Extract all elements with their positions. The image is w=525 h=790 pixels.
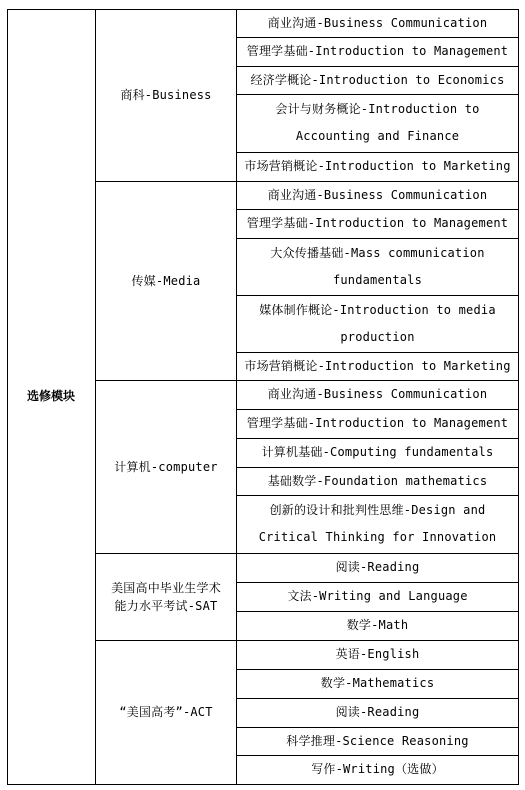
category-label (96, 181, 236, 380)
course-name-line: 写作-Writing（选做） (311, 762, 444, 776)
course-cell (237, 438, 518, 467)
course-cell (237, 352, 518, 380)
category-label (96, 9, 236, 181)
course-name-line: 媒体制作概论-Introduction to media (259, 302, 496, 317)
course-cell (237, 640, 518, 669)
category-label-line: 计算机-computer (114, 459, 218, 474)
course-cell (237, 37, 518, 66)
grid-line-horizontal (7, 784, 519, 785)
course-name-line: 市场营销概论-Introduction to Marketing (244, 159, 511, 173)
course-name-line: 经济学概论-Introduction to Economics (250, 72, 505, 87)
course-name-line: 商业沟通-Business Communication (267, 387, 488, 401)
category-label (96, 553, 236, 640)
course-name-line: 商业沟通-Business Communication (267, 15, 488, 30)
course-name-line: Accounting and Finance (295, 129, 460, 143)
course-cell (237, 94, 518, 152)
course-name-line: 计算机基础-Computing fundamentals (261, 445, 494, 459)
category-label-line: 商科-Business (120, 88, 212, 102)
course-cell (237, 755, 518, 784)
course-cell (237, 669, 518, 698)
course-name-line: 数学-Math (346, 618, 409, 632)
course-cell (237, 380, 518, 409)
category-label-line: 传媒-Media (131, 273, 201, 288)
course-cell (237, 582, 518, 611)
course-cell (237, 495, 518, 553)
course-name-line: 大众传播基础-Mass communication (270, 245, 485, 260)
course-cell (237, 238, 518, 295)
course-name-line: 阅读-Reading (335, 705, 420, 719)
category-label (96, 380, 236, 553)
course-cell (237, 553, 518, 582)
course-cell (237, 209, 518, 238)
category-label (96, 640, 236, 784)
category-label-line: 能力水平考试-SAT (114, 598, 218, 613)
course-name-line: 市场营销概论-Introduction to Marketing (244, 358, 511, 373)
category-label-line: 美国高中毕业生学术 (111, 580, 221, 595)
course-cell (237, 66, 518, 94)
main-label: 选修模块 (26, 389, 75, 403)
course-cell (237, 611, 518, 640)
course-cell (237, 9, 518, 37)
category-label-line: “美国高考”-ACT (119, 705, 213, 719)
course-cell (237, 152, 518, 181)
course-cell (237, 409, 518, 438)
course-name-line: 创新的设计和批判性思维-Design and (269, 503, 486, 517)
course-cell (237, 181, 518, 209)
course-name-line: 科学推理-Science Reasoning (286, 733, 469, 748)
course-name-line: 管理学基础-Introduction to Management (246, 416, 509, 430)
course-name-line: 英语-English (335, 647, 420, 661)
course-cell (237, 727, 518, 755)
course-name-line: 管理学基础-Introduction to Management (246, 44, 509, 58)
course-name-line: production (340, 329, 415, 344)
course-name-line: 文法-Writing and Language (287, 589, 468, 603)
course-name-line: 会计与财务概论-Introduction to (275, 102, 480, 116)
course-name-line: 数学-Mathematics (320, 676, 435, 690)
course-name-line: 基础数学-Foundation mathematics (267, 473, 488, 488)
course-cell (237, 295, 518, 352)
course-name-line: fundamentals (332, 272, 423, 287)
course-name-line: 商业沟通-Business Communication (267, 187, 488, 202)
course-cell (237, 467, 518, 495)
course-name-line: Critical Thinking for Innovation (258, 530, 497, 544)
course-cell (237, 698, 518, 727)
course-name-line: 阅读-Reading (335, 560, 420, 574)
course-name-line: 管理学基础-Introduction to Management (246, 216, 509, 230)
